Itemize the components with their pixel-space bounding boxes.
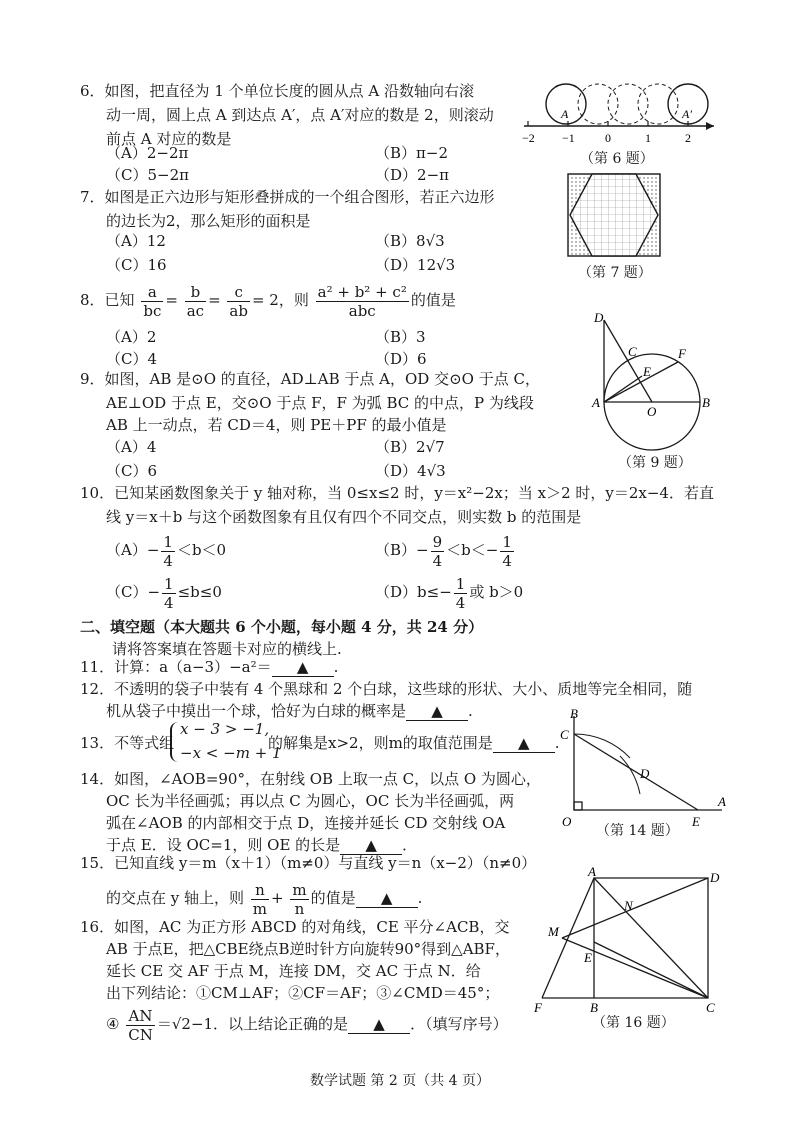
q7-option-d: （D）12√3 bbox=[375, 256, 456, 274]
q13-answer-blank: ▲ bbox=[493, 734, 555, 753]
q10-option-b: （B）− $\frac{9}{4}$ ＜b＜− $\frac{1}{4}$ bbox=[375, 532, 512, 570]
q9-line1: 9．如图，AB 是⊙O 的直径，AD⊥AB 于点 A，OD 交⊙O 于点 C， bbox=[80, 370, 540, 388]
q9-caption: （第 9 题） bbox=[618, 455, 692, 471]
q14-line3: 弧在∠AOB 的内部相交于点 D，连接并延长 CD 交射线 OA bbox=[106, 814, 506, 832]
q16-line2: AB 于点E，把△CBE绕点B逆时针方向旋转90°得到△ABF， bbox=[106, 940, 510, 958]
q8-option-b: （B）3 bbox=[375, 328, 426, 346]
q7-figure bbox=[566, 172, 662, 258]
q13-brace bbox=[170, 722, 178, 762]
q16-line5: ④ $\frac{AN}{CN}$ ＝√2−1．以上结论正确的是 ▲ ．（填写序号） bbox=[106, 1006, 508, 1044]
q7-caption: （第 7 题） bbox=[578, 265, 652, 281]
svg-text:E: E bbox=[692, 814, 700, 829]
q14-caption: （第 14 题） bbox=[596, 823, 679, 839]
q6-figure bbox=[520, 80, 720, 150]
q12-line1: 12．不透明的袋子中装有 4 个黑球和 2 个白球，这些球的形状、大小、质地等完全相同，随 bbox=[80, 680, 693, 698]
svg-text:A: A bbox=[561, 107, 569, 121]
svg-text:N: N bbox=[624, 898, 633, 913]
q6-line3: 前点 A 对应的数是 bbox=[106, 130, 232, 148]
q9-line2: AE⊥OD 于点 E，交⊙O 于点 F，F 为弧 BC 的中点，P 为线段 bbox=[106, 394, 534, 412]
svg-text:C: C bbox=[706, 1000, 715, 1015]
svg-text:B: B bbox=[702, 395, 710, 410]
svg-text:B: B bbox=[570, 706, 578, 721]
svg-text:O: O bbox=[647, 404, 657, 419]
q6-option-c: （C）5−2π bbox=[106, 166, 189, 184]
q7-option-b: （B）8√3 bbox=[375, 232, 445, 250]
q16-caption: （第 16 题） bbox=[592, 1015, 675, 1031]
q14-figure bbox=[556, 706, 736, 836]
q16-line3: 延长 CE 交 AF 于点 M，连接 DM，交 AC 于点 N．给 bbox=[106, 962, 481, 980]
q9-option-b: （B）2√7 bbox=[375, 438, 445, 456]
q9-option-a: （A）4 bbox=[106, 438, 157, 456]
q8-option-a: （A）2 bbox=[106, 328, 157, 346]
q6-line1: 6．如图，把直径为 1 个单位长度的圆从点 A 沿数轴向右滚 bbox=[80, 82, 474, 100]
svg-text:D: D bbox=[594, 310, 604, 325]
svg-text:F: F bbox=[534, 1000, 542, 1015]
svg-text:B: B bbox=[590, 1000, 598, 1015]
svg-text:C: C bbox=[560, 727, 569, 742]
q6-caption: （第 6 题） bbox=[580, 151, 654, 167]
svg-text:E: E bbox=[643, 364, 651, 379]
q10-option-d: （D）b≤− $\frac{1}{4}$ 或 b＞0 bbox=[375, 574, 524, 612]
q9-figure bbox=[590, 310, 720, 460]
q11: 11．计算：a（a−3）−a²＝ ▲ . bbox=[80, 658, 339, 676]
svg-text:2: 2 bbox=[685, 131, 691, 145]
q12-line2: 机从袋子中摸出一个球，恰好为白球的概率是 ▲ . bbox=[106, 702, 473, 720]
q16-answer-blank: ▲ bbox=[348, 1015, 410, 1034]
q7-option-c: （C）16 bbox=[106, 256, 167, 274]
section-2-note: 请将答案填在答题卡对应的横线上. bbox=[112, 640, 342, 658]
q7-line2: 的边长为2，那么矩形的面积是 bbox=[106, 212, 311, 230]
svg-text:A: A bbox=[592, 395, 600, 410]
svg-text:F: F bbox=[678, 346, 686, 361]
q13-row1: x − 3 > −1, bbox=[180, 720, 270, 738]
q6-option-b: （B）π−2 bbox=[375, 144, 448, 162]
q10-option-a: （A）− $\frac{1}{4}$ ＜b＜0 bbox=[106, 532, 227, 570]
q11-answer-blank: ▲ bbox=[272, 658, 334, 677]
q15-answer-blank: ▲ bbox=[356, 889, 418, 908]
q14-line2: OC 长为半径画弧；再以点 C 为圆心，OC 长为半径画弧，两 bbox=[106, 792, 515, 810]
q9-line3: AB 上一动点，若 CD＝4，则 PE＋PF 的最小值是 bbox=[106, 416, 447, 434]
svg-text:M: M bbox=[548, 924, 559, 939]
q12-answer-blank: ▲ bbox=[406, 702, 468, 721]
q15-line1: 15．已知直线 y＝m（x＋1）（m≠0）与直线 y＝n（x−2）（n≠0） bbox=[80, 854, 537, 872]
svg-text:C: C bbox=[628, 344, 637, 359]
q16-line4: 出下列结论：①CM⊥AF；②CF＝AF；③∠CMD＝45°； bbox=[106, 984, 500, 1002]
q9-option-c: （C）6 bbox=[106, 462, 158, 480]
q7-line1: 7．如图是正六边形与矩形叠拼成的一个组合图形，若正六边形 bbox=[80, 188, 495, 206]
svg-text:A′: A′ bbox=[682, 107, 692, 121]
q15-line2: 的交点在 y 轴上，则 $\frac{n}{m}$ + $\frac{m}{n}$ 的值是 ▲ . bbox=[106, 880, 423, 918]
q8-line1: 8．已知 $\frac{a}{bc}$ = $\frac{b}{ac}$ = $\frac{c}{ab}$ = 2，则 $\frac{\text{a² + b² + c²}}{\text{abc}}$ 的值是 bbox=[80, 282, 456, 320]
svg-text:0: 0 bbox=[605, 131, 611, 145]
q13-row2: −x < −m + 1 bbox=[180, 744, 282, 762]
q9-option-d: （D）4√3 bbox=[375, 462, 446, 480]
q6-option-a: （A）2−2π bbox=[106, 144, 189, 162]
section-2-title: 二、填空题（本大题共 6 个小题，每小题 4 分，共 24 分） bbox=[80, 618, 484, 636]
q10-line2: 线 y＝x＋b 与这个函数图象有且仅有四个不同交点，则实数 b 的范围是 bbox=[106, 508, 582, 526]
svg-text:A: A bbox=[588, 866, 596, 879]
q13-num: 13．不等式组 bbox=[80, 734, 175, 752]
q14-line4: 于点 E．设 OC=1，则 OE 的长是 ▲ ． bbox=[106, 836, 418, 854]
svg-text:1: 1 bbox=[645, 131, 651, 145]
q10-line1: 10．已知某函数图象关于 y 轴对称，当 0≤x≤2 时，y＝x²−2x；当 x＞2 时，y＝2x−4．若直 bbox=[80, 484, 714, 502]
q6-option-d: （D）2−π bbox=[375, 166, 449, 184]
q10-option-c: （C）− $\frac{1}{4}$ ≤b≤0 bbox=[106, 574, 222, 612]
svg-text:−1: −1 bbox=[562, 131, 575, 145]
q14-line1: 14．如图，∠AOB=90°，在射线 OB 上取一点 C，以点 O 为圆心， bbox=[80, 770, 541, 788]
svg-text:−2: −2 bbox=[522, 131, 535, 145]
page-footer: 数学试题 第 2 页（共 4 页） bbox=[309, 1073, 491, 1089]
q6-line2: 动一周，圆上点 A 到达点 A′，点 A′对应的数是 2，则滚动 bbox=[106, 106, 494, 124]
q7-option-a: （A）12 bbox=[106, 232, 166, 250]
q13-tail: 的解集是x>2，则m的取值范围是 ▲ . bbox=[268, 734, 560, 752]
svg-text:D: D bbox=[710, 870, 720, 885]
svg-text:D: D bbox=[640, 766, 650, 781]
q14-answer-blank: ▲ bbox=[340, 836, 402, 855]
svg-text:E: E bbox=[584, 950, 592, 965]
svg-text:O: O bbox=[562, 814, 572, 829]
q16-line1: 16．如图，AC 为正方形 ABCD 的对角线，CE 平分∠ACB，交 bbox=[80, 918, 510, 936]
q8-option-c: （C）4 bbox=[106, 350, 158, 368]
q8-option-d: （D）6 bbox=[375, 350, 427, 368]
svg-text:A: A bbox=[718, 794, 726, 809]
q16-figure bbox=[534, 866, 734, 1016]
